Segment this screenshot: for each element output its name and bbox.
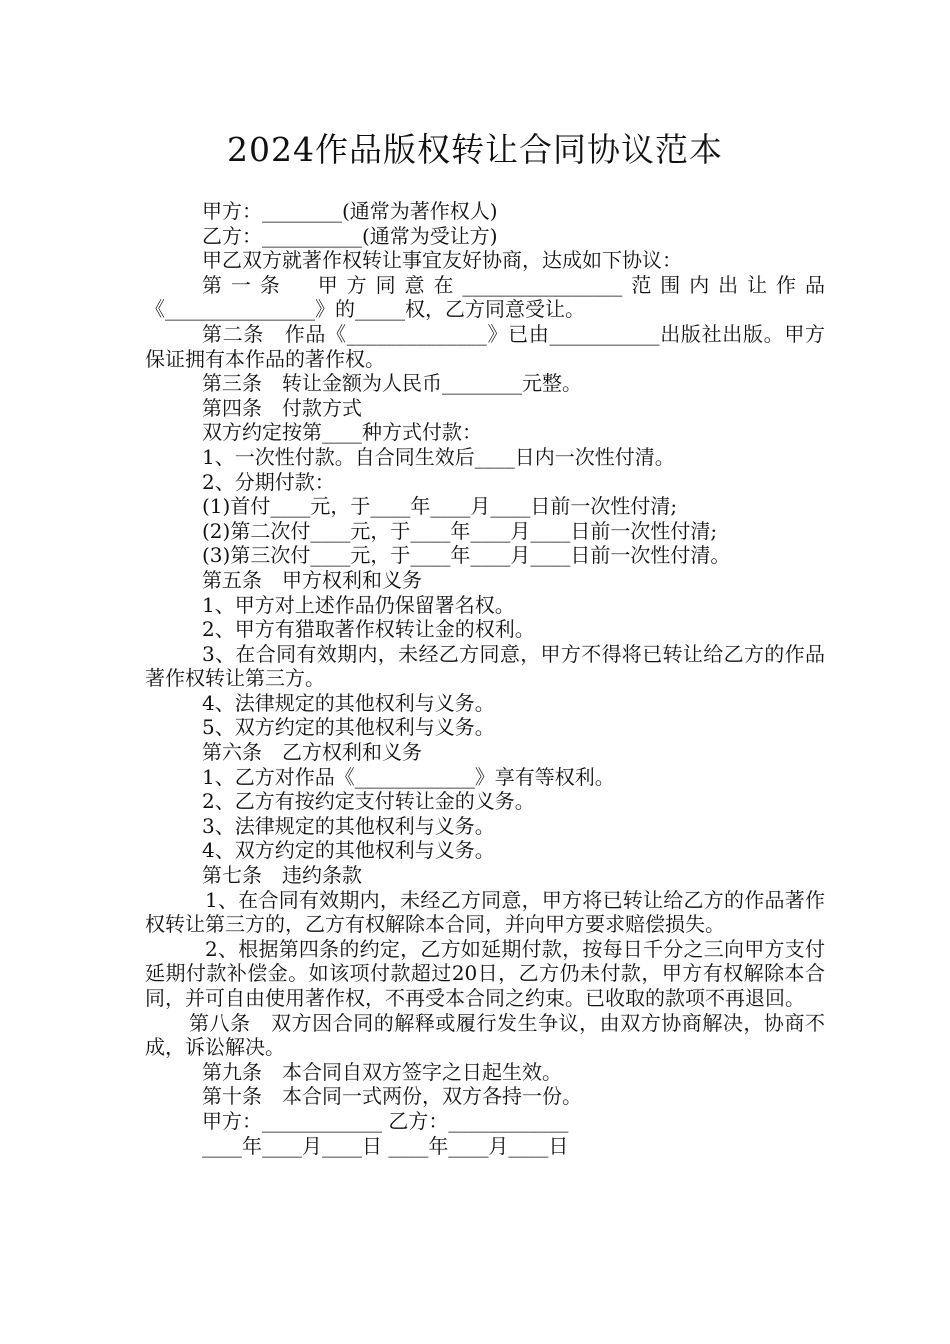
paragraph-article-6-4: 4、双方约定的其他权利与义务。 xyxy=(202,838,495,863)
paragraph-article-4-intro: 双方约定按第____种方式付款： xyxy=(202,420,482,445)
paragraph-article-5-5: 5、双方约定的其他权利与义务。 xyxy=(202,715,495,740)
paragraph-article-4-2: 2、分期付款： xyxy=(202,469,335,494)
paragraph-article-6-2: 2、乙方有按约定支付转让金的义务。 xyxy=(202,789,535,814)
paragraph-signature: 甲方：____________ 乙方：____________ xyxy=(202,1108,569,1133)
paragraph-article-5: 第五条 甲方权利和义务 xyxy=(202,567,422,592)
paragraph-article-7-1: 1、在合同有效期内，未经乙方同意，甲方将已转让给乙方的作品著作权转让第三方的，乙方有权解除本合同，并向甲方要求赔偿损失。 xyxy=(145,887,825,937)
paragraph-article-4-2-2: (2)第二次付____元，于____年____月____日前一次性付清; xyxy=(202,518,718,543)
paragraph-article-5-1: 1、甲方对上述作品仍保留署名权。 xyxy=(202,592,515,617)
paragraph-article-5-3: 3、在合同有效期内，未经乙方同意，甲方不得将已转让给乙方的作品著作权转让第三方。 xyxy=(145,641,825,691)
paragraph-article-3: 第三条 转让金额为人民币________元整。 xyxy=(202,371,582,396)
paragraph-article-10: 第十条 本合同一式两份，双方各持一份。 xyxy=(202,1084,582,1109)
paragraph-dates: ____年____月____日 ____年____月____日 xyxy=(202,1133,569,1158)
paragraph-article-5-4: 4、法律规定的其他权利与义务。 xyxy=(202,690,495,715)
paragraph-article-4-2-1: (1)首付____元，于____年____月____日前一次性付清; xyxy=(202,494,678,519)
paragraph-article-7-2: 2、根据第四条的约定，乙方如延期付款，按每日千分之三向甲方支付延期付款补偿金。如该项付款超过20日，乙方仍未付款，甲方有权解除本合同，并可自由使用著作权，不再受本合同之约束。已收取的款项不再退回。 xyxy=(145,936,825,1010)
paragraph-party-b: 乙方：__________(通常为受让方) xyxy=(202,223,498,248)
paragraph-party-a: 甲方：________(通常为著作权人) xyxy=(202,199,498,223)
paragraph-article-4-2-3: (3)第三次付____元，于____年____月____日前一次性付清。 xyxy=(202,543,731,568)
document-body xyxy=(145,199,825,1158)
paragraph-article-6-3: 3、法律规定的其他权利与义务。 xyxy=(202,813,495,838)
paragraph-article-8: 第八条 双方因合同的解释或履行发生争议，由双方协商解决，协商不成，诉讼解决。 xyxy=(145,1010,825,1060)
paragraph-article-6-1: 1、乙方对作品《____________》享有等权利。 xyxy=(202,764,615,789)
paragraph-article-4: 第四条 付款方式 xyxy=(202,395,362,420)
paragraph-article-5-2: 2、甲方有猎取著作权转让金的权利。 xyxy=(202,617,535,642)
paragraph-article-1: 第一条 甲方同意在________________范围内出让作品《_______________》的_____权，乙方同意受让。 xyxy=(145,272,825,322)
paragraph-intro: 甲乙双方就著作权转让事宜友好协商，达成如下协议： xyxy=(202,248,682,273)
paragraph-article-4-1: 1、一次性付款。自合同生效后____日内一次性付清。 xyxy=(202,444,675,469)
paragraph-article-9: 第九条 本合同自双方签字之日起生效。 xyxy=(202,1059,562,1084)
paragraph-article-7: 第七条 违约条款 xyxy=(202,863,362,888)
paragraph-article-6: 第六条 乙方权利和义务 xyxy=(202,740,422,765)
paragraph-article-2: 第二条 作品《______________》已由___________出版社出版。甲方保证拥有本作品的著作权。 xyxy=(145,321,825,371)
document-title: 2024作品版权转让合同协议范本 xyxy=(227,130,723,169)
